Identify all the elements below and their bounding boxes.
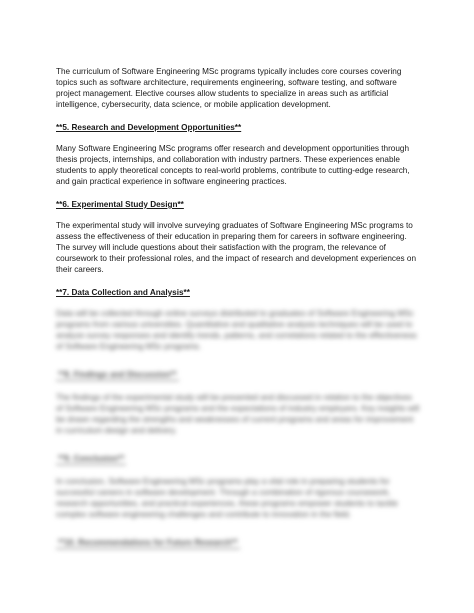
- section-9-heading: **9. Conclusion**: [58, 454, 125, 463]
- blurred-preview-region: [56, 308, 420, 550]
- section-9-body: In conclusion, Software Engineering MSc programs play a vital role in preparing students for successful careers in software development. Through a combination of rigorous coursework, research opportunities, and practical experiences, these programs empower students to tackle complex software engineering challenges and contribute to innovation in the field.: [56, 477, 398, 519]
- section-6-heading: **6. Experimental Study Design**: [56, 200, 184, 209]
- section-5-heading: **5. Research and Development Opportunities**: [56, 123, 242, 132]
- section-8-heading: **8. Findings and Discussion**: [58, 370, 177, 379]
- document-content: [56, 66, 420, 550]
- section-10-heading: **10. Recommendations for Future Research**: [58, 538, 238, 547]
- section-6-body: The experimental study will involve surveying graduates of Software Engineering MSc programs to assess the effectiveness of their education in preparing them for careers in software engineering. The survey will include questions about their satisfaction with the program, the relevance of coursework to their professional roles, and the impact of research and development experiences on their careers.: [56, 221, 416, 274]
- intro-paragraph: The curriculum of Software Engineering MSc programs typically includes core courses covering topics such as software architecture, requirements engineering, software testing, and software project management. Elective courses allow students to specialize in areas such as artificial intelligence, cybersecurity, data science, or mobile application development.: [56, 67, 402, 109]
- section-7-heading: **7. Data Collection and Analysis**: [56, 288, 190, 297]
- section-8-body: The findings of the experimental study will be presented and discussed in relation to the objectives of Software Engineering MSc programs and the expectations of industry employers. Key insights will be drawn regarding the strengths and weaknesses of current programs and areas for improvement in curriculum design and delivery.: [56, 393, 420, 435]
- section-5-body: Many Software Engineering MSc programs offer research and development opportunities through thesis projects, internships, and collaboration with industry partners. These experiences enable students to apply theoretical concepts to real-world problems, contribute to cutting-edge research, and gain practical experience in software engineering practices.: [56, 144, 410, 186]
- section-7-body: Data will be collected through online surveys distributed to graduates of Software Engineering MSc programs from various universities. Quantitative and qualitative analysis techniques will be used to analyze survey responses and identify trends, patterns, and correlations related to the effectiveness of Software Engineering MSc programs.: [56, 309, 417, 351]
